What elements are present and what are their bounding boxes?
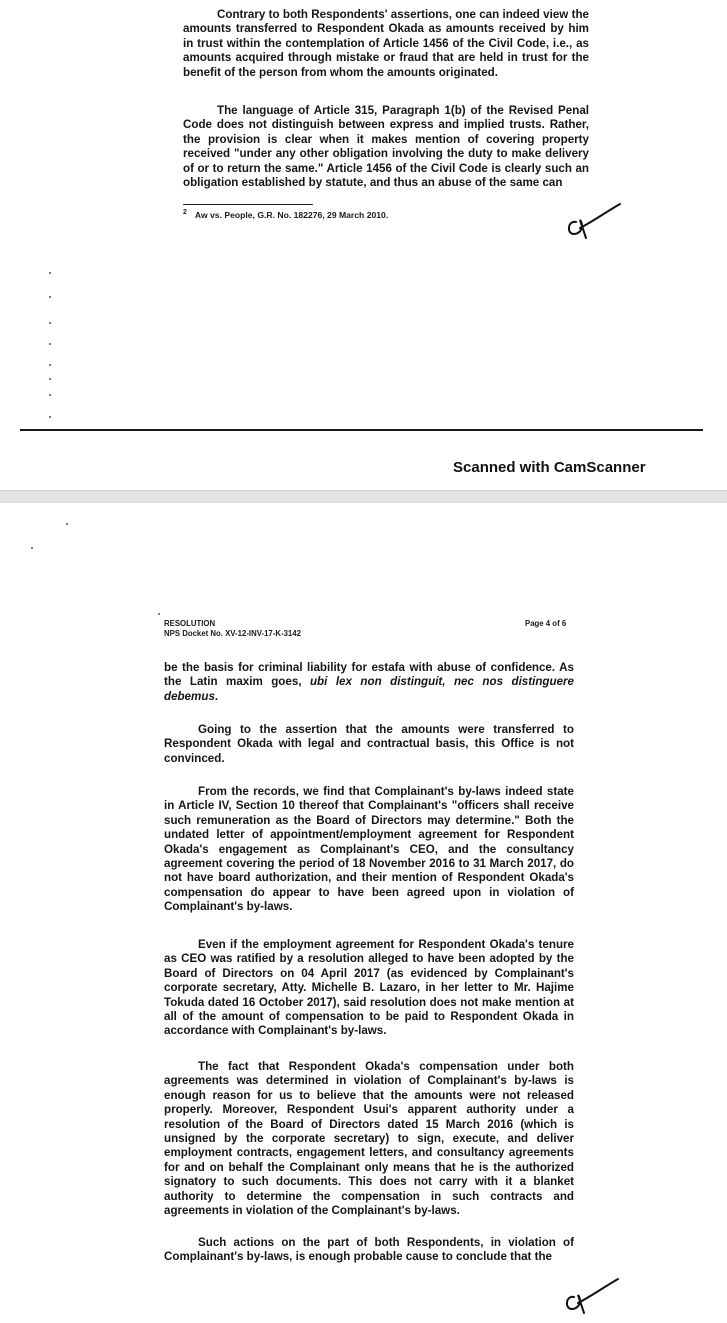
paragraph-legal-basis: Going to the assertion that the amounts were transferred to Respondent Okada with legal and contractual basis, this Office is not convinced. [164,723,574,765]
camscanner-watermark: Scanned with CamScanner [453,459,646,476]
docket-number: NPS Docket No. XV-12-INV-17-K-3142 [164,629,301,638]
scan-speck [31,547,33,549]
scan-speck [49,343,51,345]
paragraph-by-laws: From the records, we find that Complainant's by-laws indeed state in Article IV, Section 10 thereof that Complainant's "officers shall receive such remuneration as the Board of Directors may determine." Both the undated letter of appointment/employment agreement for Respondent Okada's engagement as Complainant's CEO, and the consultancy agreement covering the period of 18 November 2016 to 31 March 2017, do not have board authorization, and their mention of Respondent Okada's compensation do appear to have been agreed upon in violation of Complainant's by-laws. [164,785,574,914]
scan-speck [49,416,51,418]
paragraph-estafa: be the basis for criminal liability for estafa with abuse of confidence. As the Latin maxim goes, ubi lex non distinguit, nec nos distinguere debemus. [164,661,574,703]
resolution-title: RESOLUTION [164,619,216,628]
page-bottom-rule [20,429,703,431]
signature-initial-icon [562,200,626,240]
paragraph-compensation: The fact that Respondent Okada's compensation under both agreements was determined in violation of Complainant's by-laws is enough reason for us to believe that the amounts were not released properly. Moreover, Respondent Usui's apparent authority under a resolution of the Board of Directors dated 15 March 2016 (which is unsigned by the corporate secretary) to sign, execute, and deliver employment contracts, engagement letters, and consultancy agreements for and on behalf the Complainant only means that he is the authorized signatory to such documents. This does not carry with it a blanket authority to determine the compensation in such contracts and agreements in violation of the Complainant's by-laws. [164,1060,574,1218]
scan-speck [49,322,51,324]
document-header [164,619,301,639]
scan-speck [49,394,51,396]
page-separator [0,490,727,503]
page-number: Page 4 of 6 [525,619,567,628]
upper-page [0,0,727,430]
scan-speck [66,523,68,525]
latin-maxim: ubi lex non distinguit, nec nos distinguere debemus [164,675,574,703]
paragraph-revised-penal-code: The language of Article 315, Paragraph 1(b) of the Revised Penal Code does not distinguish between express and implied trusts. Rather, the provision is clear when it makes mention of covering property received "under any other obligation involving the duty to make delivery of or to return the same." Article 1456 of the Civil Code is clearly such an obligation established by statute, and thus an abuse of the same can [183,104,589,190]
scan-speck [49,378,51,380]
scan-speck [49,364,51,366]
footnote-divider [183,204,313,205]
scan-speck [49,296,51,298]
paragraph-probable-cause: Such actions on the part of both Respondents, in violation of Complainant's by-laws, is enough probable cause to conclude that the [164,1236,574,1264]
footnote-text: Aw vs. People, G.R. No. 182276, 29 March 2010. [194,209,389,220]
scan-speck [49,272,51,274]
footnote-number: 2 [183,209,187,216]
scan-speck [158,613,160,615]
lower-page [0,503,727,1323]
paragraph-trust: Contrary to both Respondents' assertions, one can indeed view the amounts transferred to Respondent Okada as amounts received by him in trust within the contemplation of Article 1456 of the Civil Code, i.e., as amounts acquired through mistake or fraud that are held in trust for the benefit of the person from whom the amounts originated. [183,8,589,79]
signature-initial-icon [560,1275,624,1315]
paragraph-ratification: Even if the employment agreement for Respondent Okada's tenure as CEO was ratified by a resolution alleged to have been adopted by the Board of Directors on 04 April 2017 (as evidenced by Complainant's corporate secretary, Atty. Michelle B. Lazaro, in her letter to Mr. Hajime Tokuda dated 16 October 2017), said resolution does not make mention at all of the amount of compensation to be paid to Respondent Okada in accordance with Complainant's by-laws. [164,938,574,1038]
footnote [183,209,388,220]
